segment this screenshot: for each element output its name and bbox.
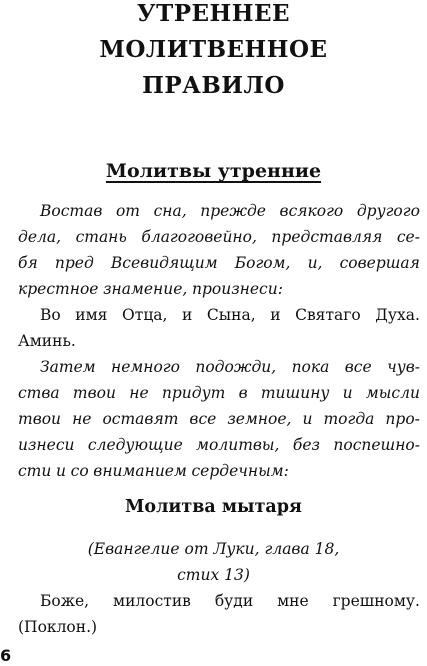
text-line [18, 380, 420, 406]
word: Аминь. [18, 332, 76, 350]
text-line [18, 614, 420, 640]
word: мысли [365, 384, 420, 402]
word: се- [396, 228, 420, 246]
word: поспешно- [333, 436, 420, 454]
page-number: 6 [0, 646, 12, 665]
word: без [292, 436, 320, 454]
word: совершая [339, 254, 420, 272]
word: в [238, 384, 248, 402]
text-line [18, 276, 420, 302]
prayer-heading: Молитва мытаря [125, 497, 302, 517]
word: всякого [279, 202, 344, 220]
word: про- [385, 410, 420, 428]
word: со [70, 462, 89, 480]
word: Востав [40, 202, 103, 220]
word: имя [75, 306, 108, 324]
word: не [72, 410, 92, 428]
word: чув- [387, 358, 420, 376]
word: все [189, 410, 217, 428]
text-line [18, 354, 420, 380]
word: милостив [113, 592, 191, 610]
word: дела, [18, 228, 62, 246]
section-heading [0, 158, 427, 184]
word: вниманием [93, 462, 187, 480]
title-line: МОЛИТВЕННОЕ [99, 36, 328, 63]
word: придут [161, 384, 226, 402]
word: немного [111, 358, 180, 376]
word: земное, [227, 410, 292, 428]
word: ства [18, 384, 60, 402]
paragraph-block [18, 198, 420, 484]
word: Во [40, 306, 61, 324]
text-line [18, 302, 420, 328]
word: сти [18, 462, 52, 480]
word: и, [307, 254, 323, 272]
word: подожди, [195, 358, 277, 376]
word: Боже, [40, 592, 90, 610]
word: от [115, 202, 140, 220]
scripture-reference [0, 536, 427, 588]
word: благоговейно, [141, 228, 257, 246]
text-line [18, 224, 420, 250]
word: не [129, 384, 149, 402]
word: знамение, [103, 280, 188, 298]
word: сна, [153, 202, 187, 220]
word: Святаго [295, 306, 361, 324]
word: следующие [87, 436, 183, 454]
word: мне [277, 592, 309, 610]
word: стань [75, 228, 127, 246]
word: тогда [323, 410, 375, 428]
word: и [182, 306, 193, 324]
word: и [302, 410, 313, 428]
word: (Поклон.) [18, 618, 98, 636]
prayer-block [18, 588, 420, 640]
word: буди [214, 592, 254, 610]
word: представляя [271, 228, 383, 246]
text-line [18, 406, 420, 432]
text-line [18, 328, 420, 354]
word: и [56, 462, 66, 480]
word: бя [18, 254, 38, 272]
instruction-paragraph-2 [18, 354, 420, 484]
section-heading-text: Молитвы утренние [105, 160, 322, 182]
word: Затем [40, 358, 96, 376]
word: Духа. [375, 306, 420, 324]
word: Всевидящим [110, 254, 218, 272]
word: произнеси: [191, 280, 283, 298]
word: оставят [102, 410, 179, 428]
word: все [344, 358, 372, 376]
word: крестное [18, 280, 99, 298]
word: другого [356, 202, 420, 220]
word: пока [291, 358, 330, 376]
word: изнеси [18, 436, 75, 454]
word: Богом, [234, 254, 291, 272]
word: прежде [200, 202, 266, 220]
page-title [0, 0, 427, 104]
word: грешному. [332, 592, 420, 610]
word: твои [18, 410, 62, 428]
title-line: ПРАВИЛО [142, 72, 285, 99]
word: Сына, [206, 306, 256, 324]
word: Отца, [122, 306, 168, 324]
title-line: УТРЕННЕЕ [136, 0, 291, 27]
word: твои [72, 384, 116, 402]
reference-line: стих 13) [177, 566, 250, 584]
text-line [18, 250, 420, 276]
text-line [18, 588, 420, 614]
word: и [342, 384, 353, 402]
word: пред [54, 254, 94, 272]
text-line [18, 432, 420, 458]
reference-line: (Евангелие от Луки, глава 18, [87, 540, 340, 558]
instruction-paragraph-1 [18, 198, 420, 302]
text-line [18, 198, 420, 224]
prayer-paragraph-1 [18, 302, 420, 354]
word: тишину [260, 384, 330, 402]
prayer-paragraph-2 [18, 588, 420, 640]
word: и [270, 306, 281, 324]
word: молитвы, [196, 436, 280, 454]
word: сердечным: [191, 462, 289, 480]
text-line [18, 458, 420, 484]
